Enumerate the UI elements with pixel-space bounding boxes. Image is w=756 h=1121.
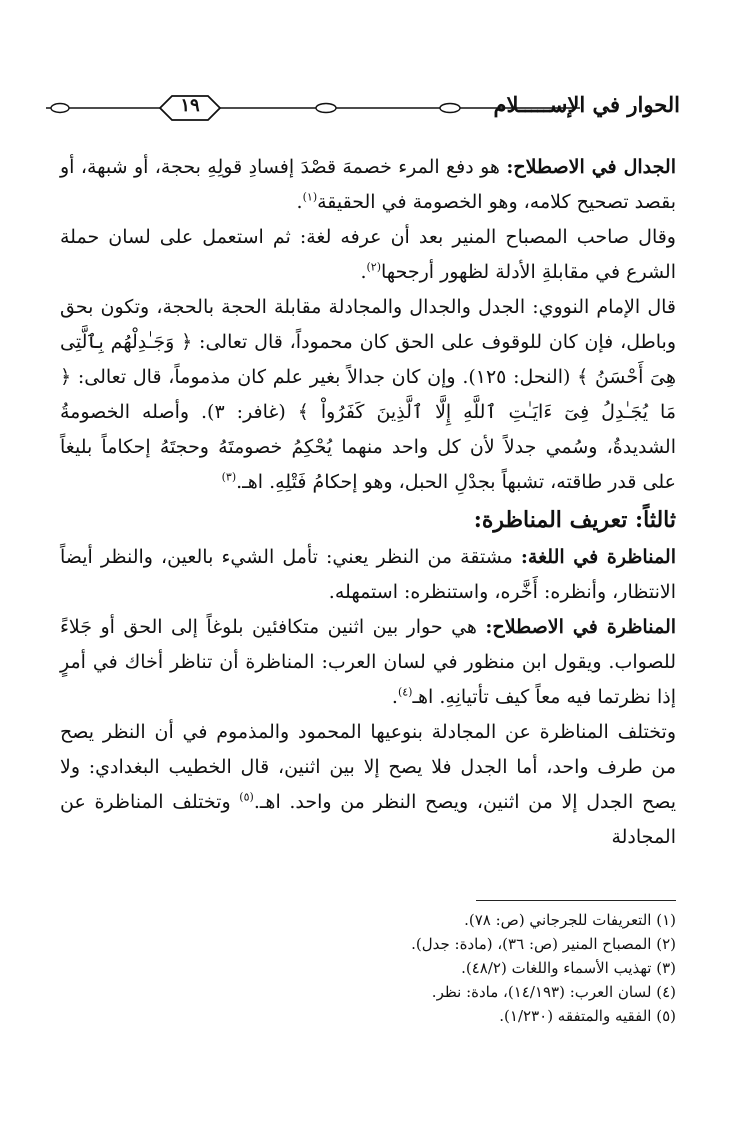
footnote: (١) التعريفات للجرجاني (ص: ٧٨). (464, 911, 676, 929)
paragraph-text: هو دفع المرء خصمهَ قصْدَ إفسادِ قولِهِ بحجة، أو شبهة، أو بقصد تصحيح كلامه، وهو الخصومة في الحقيقة (60, 156, 676, 213)
paragraph-text: وتختلف المناظرة عن المجادلة بنوعيها المحمود والمذموم في أن النظر يصح من طرف واحد، أما الجدل فلا يصح إلا بين اثنين، قال الخطيب البغدادي: ولا يصح الجدل إلا من اثنين، ويصح النظر من واحد. اهـ. (60, 721, 676, 813)
footnote: (٤) لسان العرب: (١٤/١٩٣)، مادة: نظر. (431, 983, 676, 1001)
term-label: الجدال في الاصطلاح: (506, 156, 676, 178)
footnote: (٢) المصباح المنير (ص: ٣٦)، (مادة: جدل). (411, 935, 676, 953)
section-heading: ثالثاً: تعريف المناظرة: (473, 507, 676, 533)
header-title: الحوار في الإســـــلام (493, 92, 680, 117)
paragraph-text: (النحل: ١٢٥). وإن كان جدالاً بغير علم كان مذموماً، قال تعالى: (71, 366, 578, 388)
paragraph-text: مشتقة من النظر يعني: تأمل الشيء بالعين، والنظر أيضاً الانتظار، وأنظره: أَخَّره، واستنظره: استمهله. (60, 546, 676, 603)
main-text (60, 150, 676, 855)
footnote-ref: (٣) (221, 470, 237, 484)
paragraph-text: وتختلف المناظرة عن المجادلة (60, 791, 676, 848)
paragraph-misbah: وقال صاحب المصباح المنير بعد أن عرفه لغة: ثم استعمل على لسان حملة الشرع في مقابلةِ الأدلة لظهور أرجحها$^{(٢)}$. (60, 226, 676, 283)
quran-verse: ﴿ مَا يُجَـٰدِلُ فِىٓ ءَايَـٰتِ ٱللَّهِ إِلَّا ٱلَّذِينَ كَفَرُواْ ﴾ (60, 366, 676, 423)
footnote: (٣) تهذيب الأسماء واللغات (٤٨/٢). (461, 959, 676, 977)
paragraph-difference (60, 715, 676, 855)
footnote-ref: (٤) (397, 685, 413, 699)
footnotes (256, 908, 676, 1028)
paragraph-jidal-definition: الجدال في الاصطلاح: هو دفع المرء خصمهَ قصْدَ إفسادِ قولِهِ بحجة، أو شبهة، أو بقصد تصحيح كلامه، وهو الخصومة في الحقيقة$^{(١)}$. (60, 156, 676, 213)
footnote: (٥) الفقيه والمتفقه (١/٢٣٠). (499, 1007, 676, 1025)
quran-verse: ﴿ وَجَـٰدِلْهُم بِٱلَّتِى هِىَ أَحْسَنُ ﴾ (60, 331, 676, 388)
footnote-divider (476, 900, 676, 901)
paragraph-text: (غافر: ٣). وأصله الخصومةُ الشديدةُ، وسُمي جدلاً لأن كل واحد منهما يُحْكِمُ خصومتَهُ وحجتَهُ إحكاماً بليغاً على قدر طاقته، تشبهاً بجدْلِ الحبل، وهو إحكامُ فَتْلِهِ. اهـ. (60, 401, 676, 493)
paragraph-text: قال الإمام النووي: الجدل والجدال والمجادلة مقابلة الحجة بالحجة، وتكون بحق وباطل، فإن كان للوقوف على الحق كان محموداً، قال تعالى: (60, 296, 676, 353)
paragraph-text: هي حوار بين اثنين متكافئين بلوغاً إلى الحق أو جَلاءً للصواب. ويقول ابن منظور في لسان العرب: المناظرة أن تناظر أخاك في أمرٍ إذا نظرتما فيه معاً كيف تأتيانِهِ. اهـ (60, 616, 676, 708)
paragraph-munazara-istilah: المناظرة في الاصطلاح: هي حوار بين اثنين متكافئين بلوغاً إلى الحق أو جَلاءً للصواب. ويقول ابن منظور في لسان العرب: المناظرة أن تناظر أخاك في أمرٍ إذا نظرتما فيه معاً كيف تأتيانِهِ. اهـ$^{(٤)}$. (60, 616, 677, 708)
paragraph-text: وقال صاحب المصباح المنير بعد أن عرفه لغة: ثم استعمل على لسان حملة الشرع في مقابلةِ الأدلة لظهور أرجحها (60, 226, 676, 283)
term-label: المناظرة في اللغة: (520, 546, 676, 568)
header-ornament (40, 86, 580, 130)
page-number: ١٩ (180, 95, 200, 116)
footnote-ref: (٢) (366, 260, 382, 274)
footnote-ref: (٥) (239, 790, 254, 804)
paragraph-nawawi (60, 290, 676, 500)
footnote-ref: (١) (302, 190, 318, 204)
paragraph-munazara-lugha (60, 540, 676, 610)
term-label: المناظرة في الاصطلاح: (485, 616, 677, 638)
running-header (40, 86, 680, 130)
